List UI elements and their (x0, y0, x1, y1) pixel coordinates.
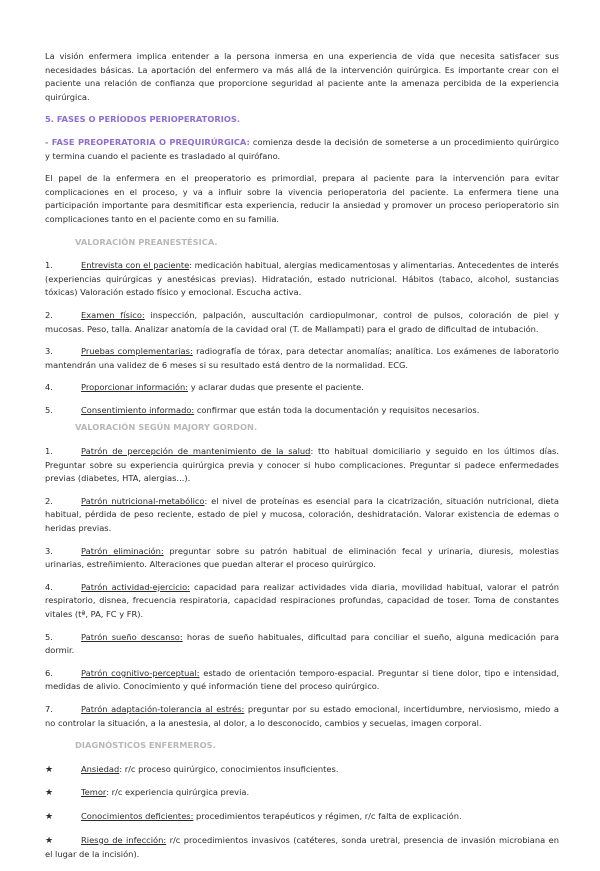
item-term: Patrón de percepción de mantenimiento de la salud (81, 446, 311, 457)
item-term: Ansiedad (81, 763, 120, 774)
preop-title: - FASE PREOPERATORIA O PREQUIRÚRGICA: (45, 136, 250, 147)
preop-definition (45, 136, 559, 163)
item-term: Conocimientos deficientes: (81, 810, 194, 821)
list-item (45, 445, 559, 486)
valoracion-title: VALORACIÓN PREANESTÉSICA. (75, 236, 218, 247)
list-item (45, 309, 559, 336)
list-item (45, 345, 559, 372)
item-number: 6. (45, 667, 53, 678)
valoracion-list (45, 259, 559, 417)
section-title: 5. FASES O PERÍODOS PERIOPERATORIOS. (45, 114, 241, 125)
intro-paragraph: La visión enfermera implica entender a la persona inmersa en una experiencia de vida que necesita satisfacer sus necesidades básicas. La aportación del enfermero va más allá de la intervención quirúrgica. Es importante crear con el paciente una relación de confianza que proporcione seguridad al paciente ante la amenaza percibida de la experiencia quirúrgica. (45, 51, 559, 102)
item-term: Patrón eliminación: (81, 545, 164, 556)
item-text: : tto habitual domiciliario y seguido en los últimos días. Preguntar sobre su experiencia quirúrgica previa y conocer si hubo complicaciones. Preguntar si padece enfermedades previas (diabetes, HTA, alergias...). (45, 446, 559, 484)
list-item (45, 545, 559, 572)
star-icon: ★ (45, 764, 54, 775)
item-text: procedimientos terapéuticos y régimen, r/c falta de explicación. (193, 810, 462, 821)
item-number: 2. (45, 309, 53, 320)
diag-list (45, 763, 559, 862)
preop-paragraph: El papel de la enfermera en el preoperatorio es primordial, prepara al paciente para la intervención para evitar complicaciones en el proceso, y va a influir sobre la vivencia perioperatoria del paciente. La enfermera tiene una participación importante para desmitificar esta experiencia, reducir la ansiedad y promover un proceso perioperatorio sin complicaciones tanto en el paciente como en su familia. (45, 173, 559, 224)
item-number: 4. (45, 382, 53, 393)
item-number: 7. (45, 703, 53, 714)
star-icon: ★ (45, 835, 54, 846)
item-term: Temor (81, 787, 107, 798)
item-term: Entrevista con el paciente (81, 260, 190, 271)
list-item (45, 495, 559, 536)
item-text: radiografía de tórax, para detectar anomalías; analítica. Los exámenes de laboratorio mantendrán una validez de 6 meses si su resultado está dentro de la normalidad. ECG. (45, 346, 559, 370)
gordon-title: VALORACIÓN SEGÚN MAJORY GORDON. (75, 422, 258, 433)
item-text: : el nivel de proteínas es esencial para la cicatrización, situación nutricional, dieta habitual, pérdida de peso reciente, estado de piel y mucosa, coloración, deshidratación. Valorar existencia de edemas o heridas previas. (45, 495, 559, 534)
item-term: Consentimiento informado: (81, 404, 195, 415)
list-item (45, 786, 559, 801)
item-text: r/c procedimientos invasivos (catéteres, sonda uretral, presencia de invasión microbiana en el lugar de la incisión). (45, 834, 559, 860)
item-text: horas de sueño habituales, dificultad para conciliar el sueño, alguna medicación para dormir. (45, 631, 560, 656)
item-term: Patrón sueño descanso: (81, 631, 183, 642)
item-term: Riesgo de infección: (81, 834, 167, 845)
list-item (45, 581, 559, 622)
item-term: Patrón cognitivo-perceptual: (81, 667, 200, 678)
list-item (45, 763, 559, 778)
list-item (45, 703, 559, 730)
item-text: y aclarar dudas que presente el paciente. (188, 382, 364, 393)
item-text: estado de orientación temporo-espacial. Preguntar si tiene dolor, tipo e intensidad, medidas de alivio. Conocimiento y qué información tiene del proceso quirúrgico. (45, 667, 559, 692)
item-text: : r/c experiencia quirúrgica previa. (106, 787, 250, 798)
item-number: 1. (45, 260, 53, 271)
star-icon: ★ (45, 788, 54, 799)
document-page (45, 50, 559, 871)
item-text: confirmar que están toda la documentación y requisitos necesarios. (194, 404, 480, 415)
diag-title: DIAGNÓSTICOS ENFERMEROS. (75, 740, 216, 751)
item-text: : medicación habitual, alergias medicamentosas y alimentarias. Antecedentes de interés (experiencias quirúrgicas y anestésicas previas). Hidratación, estado nutricional. Hábitos (tabaco, alcohol, sustancias tóxicas) Valoración estado físico y emocional. Escucha activa. (45, 260, 559, 298)
item-text: inspección, palpación, auscultación cardiopulmonar, control de pulsos, coloración de piel y mucosas. Peso, talla. Analizar anatomía de la cavidad oral (T. de Mallampati) para el grado de dificultad de intubación. (45, 309, 559, 334)
item-text: preguntar por su estado emocional, incertidumbre, nerviosismo, miedo a no controlar la situación, a la anestesia, al dolor, a lo desconocido, cambios y secuelas, imagen corporal. (45, 703, 559, 728)
list-item (45, 810, 559, 825)
item-number: 3. (45, 545, 53, 556)
item-term: Patrón nutricional-metabólico (81, 495, 205, 506)
star-icon: ★ (45, 811, 54, 822)
list-item (45, 259, 559, 300)
item-number: 4. (45, 581, 53, 592)
item-number: 5. (45, 404, 53, 415)
item-number: 1. (45, 446, 53, 457)
list-item (45, 404, 559, 418)
item-text: capacidad para realizar actividades vida diaria, movilidad habitual, valorar el patrón respiratorio, disnea, frecuencia respiratoria, capacidad respiraciones profundas, capacidad de toser. Toma de constantes vitales (tª, PA, FC y FR). (45, 581, 559, 619)
gordon-list (45, 445, 559, 730)
item-term: Patrón adaptación-tolerancia al estrés: (81, 703, 245, 714)
item-number: 3. (45, 346, 53, 357)
item-text: preguntar sobre su patrón habitual de eliminación fecal y urinaria, diuresis, molestias urinarias, estreñimiento. Alteraciones que puedan alterar el proceso quirúrgico. (45, 545, 559, 570)
item-text: : r/c proceso quirúrgico, conocimientos insuficientes. (119, 763, 339, 774)
item-number: 5. (45, 631, 53, 642)
item-term: Patrón actividad-ejercicio: (81, 581, 190, 592)
item-term: Proporcionar información: (81, 382, 189, 393)
item-term: Pruebas complementarias: (81, 346, 193, 357)
item-term: Examen físico: (81, 309, 145, 320)
list-item (45, 631, 559, 658)
list-item (45, 667, 559, 694)
preop-text: comienza desde la decisión de someterse a un procedimiento quirúrgico y termina cuando el paciente es trasladado al quirófano. (45, 136, 559, 161)
list-item (45, 381, 559, 395)
item-number: 2. (45, 495, 53, 506)
